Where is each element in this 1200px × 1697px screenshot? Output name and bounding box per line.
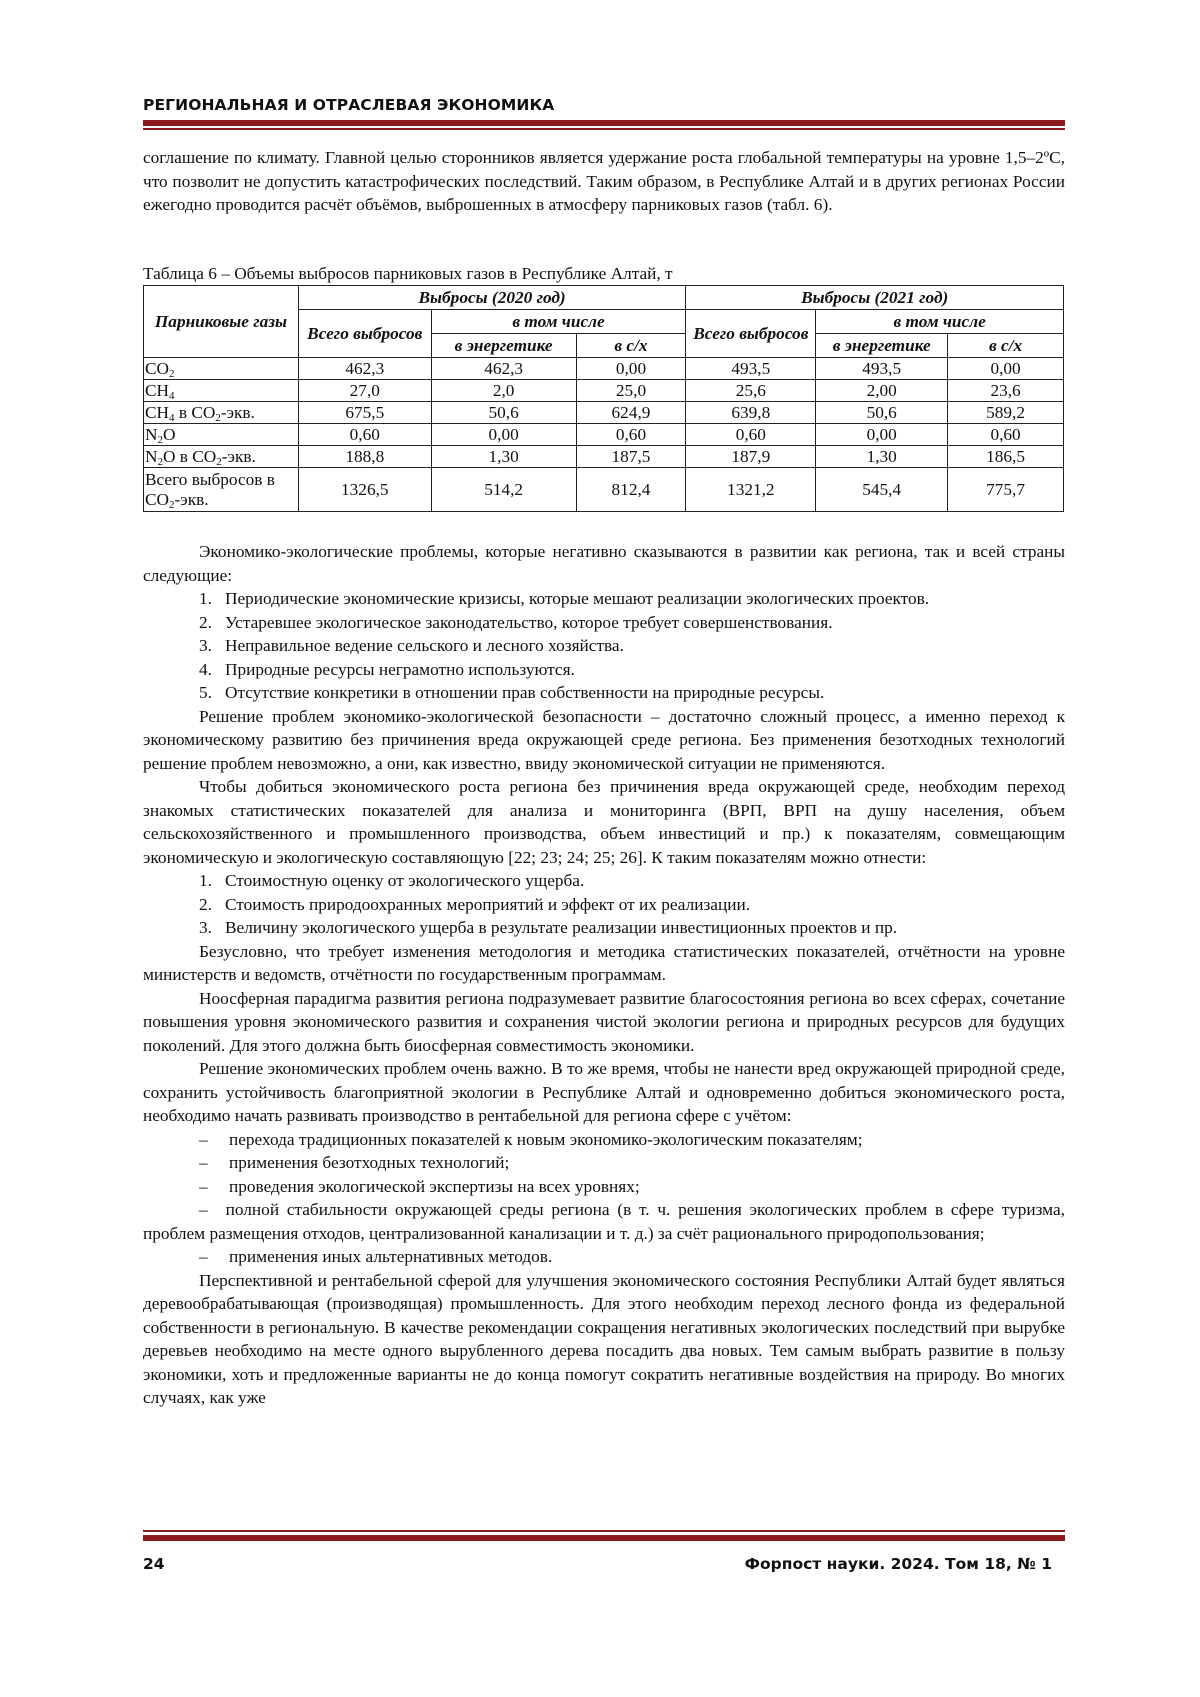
table-row xyxy=(144,358,1064,380)
table-cell: 50,6 xyxy=(431,402,576,424)
journal-citation: Форпост науки. 2024. Том 18, № 1 xyxy=(744,1555,1052,1573)
table-row xyxy=(144,424,1064,446)
header-including-2021: в том числе xyxy=(816,310,1064,334)
paragraph-methodology: Безусловно, что требует изменения методология и методика статистических показателей, отчётности на уровне министерств и ведомств, отчётности по государственным программам. xyxy=(143,941,1065,984)
list-item: 3. Величину экологического ущерба в результате реализации инвестиционных проектов и пр. xyxy=(199,918,898,937)
table-cell: 493,5 xyxy=(816,358,948,380)
emissions-table xyxy=(143,285,1064,512)
paragraph-security: Решение проблем экономико-экологической безопасности – достаточно сложный процесс, а именно переход к экономическому развитию без причинения вреда окружающей среде региона. Без применения безотходных технологий решение проблем невозможно, а они, как известно, ввиду экономической ситуации не применяются. xyxy=(143,706,1065,773)
table-cell: 186,5 xyxy=(948,446,1064,468)
list-item: 1. Стоимостную оценку от экологического ущерба. xyxy=(199,871,585,890)
table-cell: 493,5 xyxy=(686,358,816,380)
table-cell: 0,00 xyxy=(948,358,1064,380)
paragraph-economic-problems: Решение экономических проблем очень важно. В то же время, чтобы не нанести вред окружающей природной среде, сохранить устойчивость благоприятной экологии в Республике Алтай и одновременно добиться экономического роста, необходимо начать развивать производство в рентабельной для региона сфере с учётом: xyxy=(143,1059,1065,1125)
indicators-list xyxy=(143,869,1065,940)
list-item: 5. Отсутствие конкретики в отношении прав собственности на природные ресурсы. xyxy=(199,683,825,702)
header-energy-2021: в энергетике xyxy=(816,334,948,358)
list-item: – проведения экологической экспертизы на всех уровнях; xyxy=(199,1176,640,1196)
table-cell: 0,00 xyxy=(431,424,576,446)
table-cell: 462,3 xyxy=(431,358,576,380)
header-energy-2020: в энергетике xyxy=(431,334,576,358)
table-cell: 1,30 xyxy=(431,446,576,468)
table-cell: 624,9 xyxy=(576,402,686,424)
table-cell: 545,4 xyxy=(816,468,948,512)
table-cell: 187,9 xyxy=(686,446,816,468)
gas-label: Всего выбросов в $CO_2$-экв. xyxy=(144,468,299,512)
header-gases: Парниковые газы xyxy=(144,286,299,358)
list-item: 3. Неправильное ведение сельского и лесного хозяйства. xyxy=(199,636,624,655)
problems-list xyxy=(143,587,1065,705)
table-cell: 462,3 xyxy=(298,358,431,380)
table-caption: Таблица 6 – Объемы выбросов парниковых газов в Республике Алтай, т xyxy=(143,264,673,283)
table-cell: 25,0 xyxy=(576,380,686,402)
gas-label: $N_2O$ в $CO_2$-экв. xyxy=(144,446,299,468)
list-item: 1. Периодические экономические кризисы, которые мешают реализации экологических проектов. xyxy=(199,589,930,608)
header-agri-2021: в с/х xyxy=(948,334,1064,358)
table-cell: 675,5 xyxy=(298,402,431,424)
table-cell: 1321,2 xyxy=(686,468,816,512)
table-cell: 27,0 xyxy=(298,380,431,402)
table-cell: 50,6 xyxy=(816,402,948,424)
table-cell: 25,6 xyxy=(686,380,816,402)
intro-paragraph: соглашение по климату. Главной целью сторонников является удержание роста глобальной температуры на уровне 1,5–2ºС, что позволит не допустить катастрофических последствий. Таким образом, в Республике Алтай и в других регионах России ежегодно проводится расчёт объёмов, выброшенных в атмосферу парниковых газов (табл. 6). xyxy=(143,148,1065,214)
table-cell: 23,6 xyxy=(948,380,1064,402)
table-body xyxy=(144,358,1064,512)
table-cell: 0,60 xyxy=(576,424,686,446)
intro-paragraph-block xyxy=(143,146,1065,217)
gas-label: $N_2O$ xyxy=(144,424,299,446)
table-cell: 514,2 xyxy=(431,468,576,512)
table-cell: 1,30 xyxy=(816,446,948,468)
list-item: – полной стабильности окружающей среды региона (в т. ч. решения экологических проблем в сфере туризма, проблем размещения отходов, централизованной канализации и т. д.) за счёт рационального природопользования; xyxy=(143,1200,1065,1243)
table-row xyxy=(144,380,1064,402)
paragraph-problems: Экономико-экологические проблемы, которые негативно сказываются в развитии как региона, так и всей страны следующие: xyxy=(143,542,1065,585)
table-cell: 187,5 xyxy=(576,446,686,468)
gas-label: $CH_4$ в $CO_2$-экв. xyxy=(144,402,299,424)
paragraph-wood-industry: Перспективной и рентабельной сферой для улучшения экономического состояния Республики Алтай будет являться деревообрабатывающая (производящая) промышленность. Для этого необходим переход лесного фонда из федеральной собственности в региональную. В качестве рекомендации сокращения негативных экологических последствий при вырубке деревьев необходимо на месте одного вырубленного дерева посадить два новых. Тем самым выбрать развитие в пользу экономики, хоть и предложенные варианты не до конца помогут сократить негативные воздействия на природу. Во многих случаях, как уже xyxy=(143,1270,1065,1407)
table-row xyxy=(144,402,1064,424)
table-cell: 2,0 xyxy=(431,380,576,402)
table-cell: 639,8 xyxy=(686,402,816,424)
table-cell: 188,8 xyxy=(298,446,431,468)
table-row xyxy=(144,468,1064,512)
header-rule-thick xyxy=(143,120,1065,126)
table-cell: 0,00 xyxy=(816,424,948,446)
list-item: – перехода традиционных показателей к новым экономико-экологическим показателям; xyxy=(199,1129,863,1149)
gas-label: $CH_4$ xyxy=(144,380,299,402)
running-header: РЕГИОНАЛЬНАЯ И ОТРАСЛЕВАЯ ЭКОНОМИКА xyxy=(143,96,555,114)
header-2020: Выбросы (2020 год) xyxy=(298,286,686,310)
list-item: – применения иных альтернативных методов. xyxy=(199,1247,553,1266)
header-total-2021: Всего выбросов xyxy=(686,310,816,358)
list-item: 2. Стоимость природоохранных мероприятий и эффект от их реализации. xyxy=(199,894,751,914)
paragraph-noosphere: Ноосферная парадигма развития региона подразумевает развитие благосостояния региона во всех сферах, сочетание повышения уровня экономического развития и сохранения чистой экологии региона и природных ресурсов для будущих поколений. Для этого должна быть биосферная совместимость экономики. xyxy=(143,988,1065,1055)
list-item: – применения безотходных технологий; xyxy=(199,1153,510,1172)
header-including-2020: в том числе xyxy=(431,310,686,334)
header-total-2020: Всего выбросов xyxy=(298,310,431,358)
header-2021: Выбросы (2021 год) xyxy=(686,286,1064,310)
header-rule-thin xyxy=(143,128,1065,130)
list-item: 4. Природные ресурсы неграмотно используются. xyxy=(199,659,575,679)
footer-rule-thick xyxy=(143,1535,1065,1541)
table-cell: 0,60 xyxy=(686,424,816,446)
table-row xyxy=(144,446,1064,468)
table-cell: 2,00 xyxy=(816,380,948,402)
table-cell: 812,4 xyxy=(576,468,686,512)
header-agri-2020: в с/х xyxy=(576,334,686,358)
gas-label: $CO_2$ xyxy=(144,358,299,380)
table-cell: 0,60 xyxy=(948,424,1064,446)
list-item: 2. Устаревшее экологическое законодательство, которое требует совершенствования. xyxy=(199,612,833,632)
table-cell: 775,7 xyxy=(948,468,1064,512)
table-cell: 1326,5 xyxy=(298,468,431,512)
table-cell: 589,2 xyxy=(948,402,1064,424)
main-text xyxy=(143,540,1065,1410)
table-cell: 0,00 xyxy=(576,358,686,380)
measures-list xyxy=(143,1128,1065,1269)
table-cell: 0,60 xyxy=(298,424,431,446)
paragraph-indicators: Чтобы добиться экономического роста региона без причинения вреда окружающей среде, необходим переход знакомых статистических показателей для анализа и мониторинга (ВРП, ВРП на душу населения, объем сельскохозяйственного и промышленного производства, объем инвестиций и пр.) к показателям, совмещающим экономическую и экологическую составляющую [22; 23; 24; 25; 26]. К таким показателям можно отнести: xyxy=(143,777,1065,867)
footer-rule-thin xyxy=(143,1530,1065,1532)
page-number: 24 xyxy=(143,1555,165,1573)
